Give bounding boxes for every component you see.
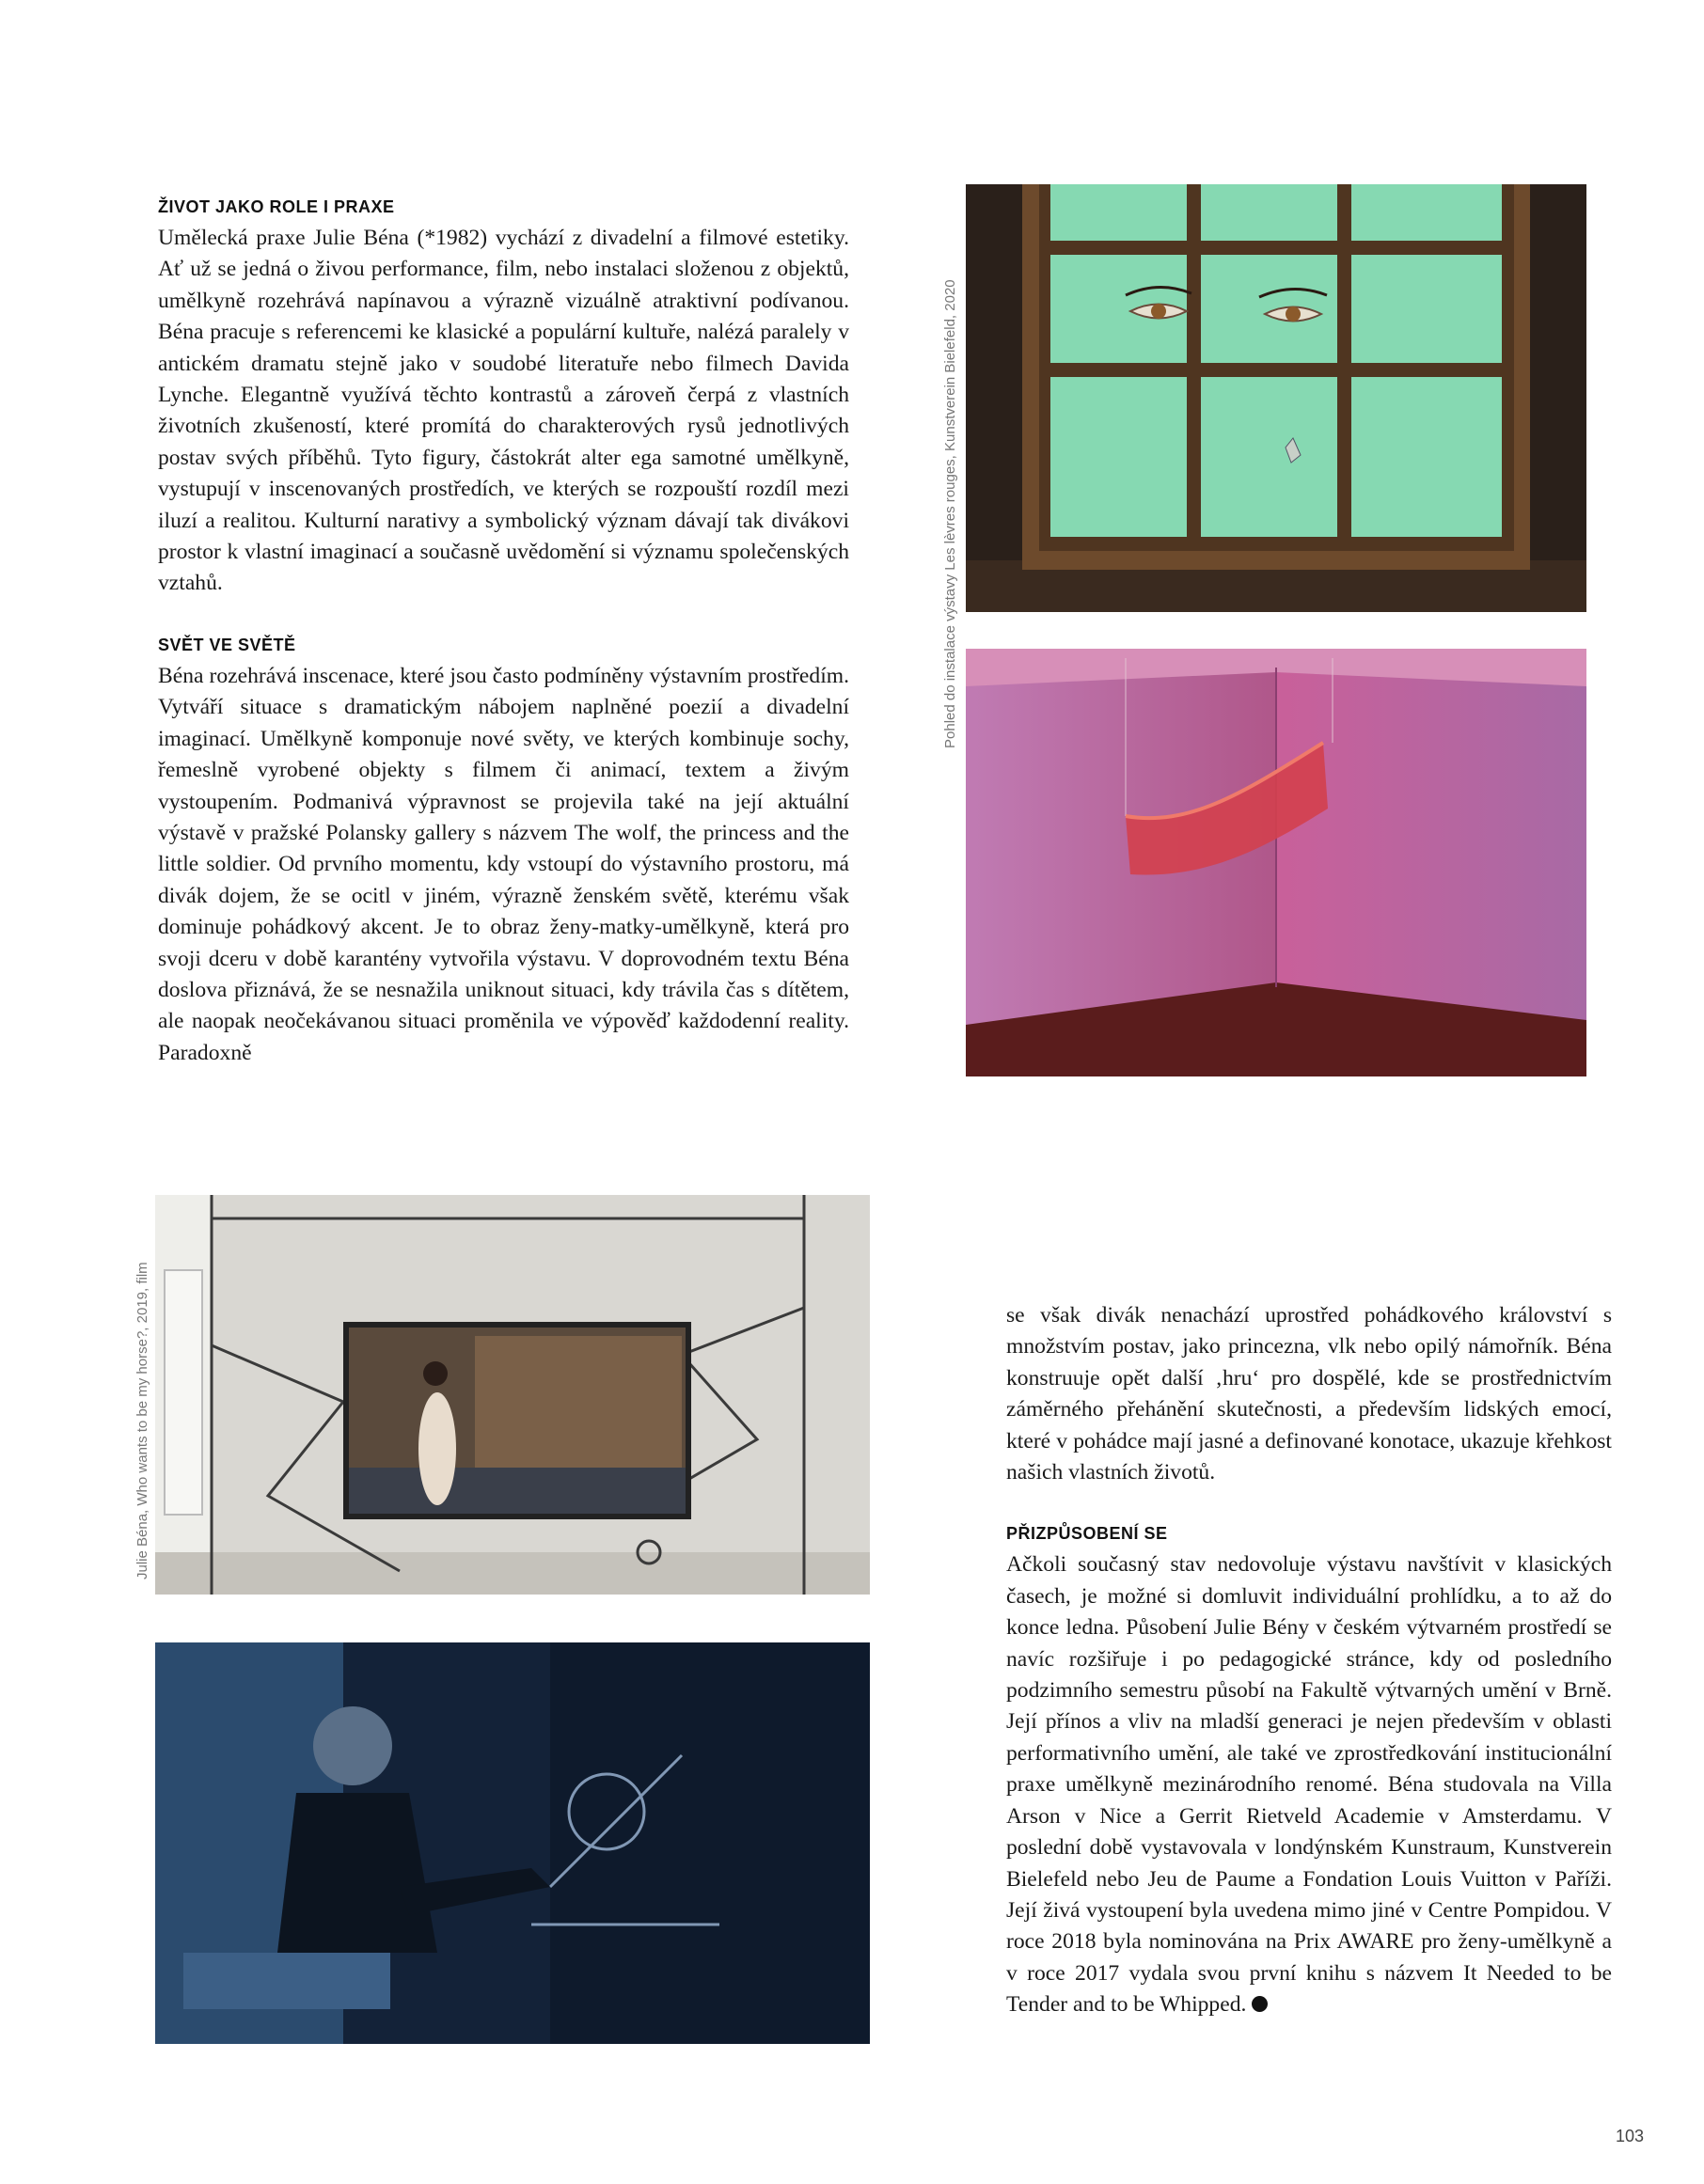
caption-bottom-photos: Julie Béna, Who wants to be my horse?, 2019, film (134, 1262, 150, 1579)
paragraph-continued: se však divák nenachází uprostřed pohádkového království s množstvím postav, jako princezna, vlk nebo opilý námořník. Béna konstruuje opět další ‚hru‘ pro dospělé, kde se prostřednictvím záměrného přehánění skutečnosti, a především lidských emocí, které v pohádce mají jasné a definované konotace, ukazuje křehkost našich vlastních životů. (1006, 1303, 1612, 1485)
paragraph-adapt: Ačkoli současný stav nedovoluje výstavu navštívit v klasických časech, je možné si domluvit individuální prohlídku, a to až do konce ledna. Působení Julie Bény v českém výtvarném prostředí se navíc rozšiřuje i po pedagogické stránce, kdy od posledního podzimního semestru působí na Fakultě výtvarných umění v Brně. Její přínos a vliv na mladší generaci je nejen především v oblasti performativního umění, ale také ve zprostředkování institucionální praxe umělkyně mezinárodního renomé. Béna studovala na Villa Arson v Nice a Gerrit Rietveld Academie v Amsterdamu. V poslední době vystavovala v londýnském Kunstraum, Kunstverein Bielefeld nebo Jeu de Paume a Fondation Louis Vuitton v Paříži. Její živá vystoupení byla uvedena mimo jiné v Centre Pompidou. V roce 2018 byla nominována na Prix AWARE pro ženy-umělkyně a v roce 2017 vydala svou první knihu s názvem It Needed to be Tender and to be Whipped. (1006, 1552, 1612, 2018)
section-heading-world: SVĚT VE SVĚTĚ (158, 635, 296, 654)
page-number: 103 (1615, 2127, 1644, 2145)
end-bullet-icon (1252, 1996, 1268, 2012)
paragraph-world: Béna rozehrává inscenace, které jsou často podmíněny výstavním prostředím. Vytváří situace s dramatickým nábojem naplněné poezií a divadelní imaginací. Umělkyně komponuje nové světy, ve kterých kombinuje sochy, řemeslně vyrobené objekty s filmem či animací, textem a živým vystoupením. Podmanivá výpravnost se projevila také na její aktuální výstavě v pražské Polansky gallery s názvem The wolf, the princess and the little soldier. Od prvního momentu, kdy vstoupí do výstavního prostoru, má divák dojem, že se ocitl v jiném, výrazně ženském světě, kterému však dominuje pohádkový akcent. Je to obraz ženy-matky-umělkyně, která pro svoji dceru v době karantény vytvořila výstavu. V doprovodném textu Béna doslova přiznává, že se nesnažila uniknout situaci, kdy trávila čas s dítětem, ale naopak neočekávanou situaci proměnila ve výpověď každodenní reality. Paradoxně (158, 663, 849, 1065)
paragraph-life: Umělecká praxe Julie Béna (*1982) vychází z divadelní a filmové estetiky. Ať už se jedná o živou performance, film, nebo instalaci složenou z objektů, umělkyně rozehrává napínavou a výrazně vizuálně atraktivní podívanou. Béna pracuje s referencemi ke klasické a populární kultuře, nalézá paralely v antickém dramatu stejně jako v soudobé literatuře nebo filmech Davida Lynche. Elegantně využívá těchto kontrastů a zároveň čerpá z vlastních životních zkušeností, které promítá do charakterových rysů jednotlivých postav svých příběhů. Tyto figury, částokrát alter ega samotné umělkyně, vystupují v inscenovaných prostředích, ve kterých se rozpouští rozdíl mezi iluzí a realitou. Kulturní narativy a symbolický význam dávají tak divákovi prostor k vlastní imaginací a současně uvědomění si významu společenských vztahů. (158, 226, 849, 596)
photo-blue-film-still (155, 1642, 870, 2044)
caption-top-photos: Pohled do instalace výstavy Les lèvres rouges, Kunstverein Bielefeld, 2020 (942, 279, 958, 748)
photo-red-installation (966, 649, 1586, 1076)
photo-window-eyes (966, 184, 1586, 612)
section-heading-adapt: PŘIZPŮSOBENÍ SE (1006, 1524, 1168, 1544)
left-text-column (158, 197, 849, 1069)
section-heading-life: ŽIVOT JAKO ROLE I PRAXE (158, 197, 395, 216)
photo-gallery-screen (155, 1195, 870, 1595)
right-text-column (1006, 1300, 1612, 2021)
